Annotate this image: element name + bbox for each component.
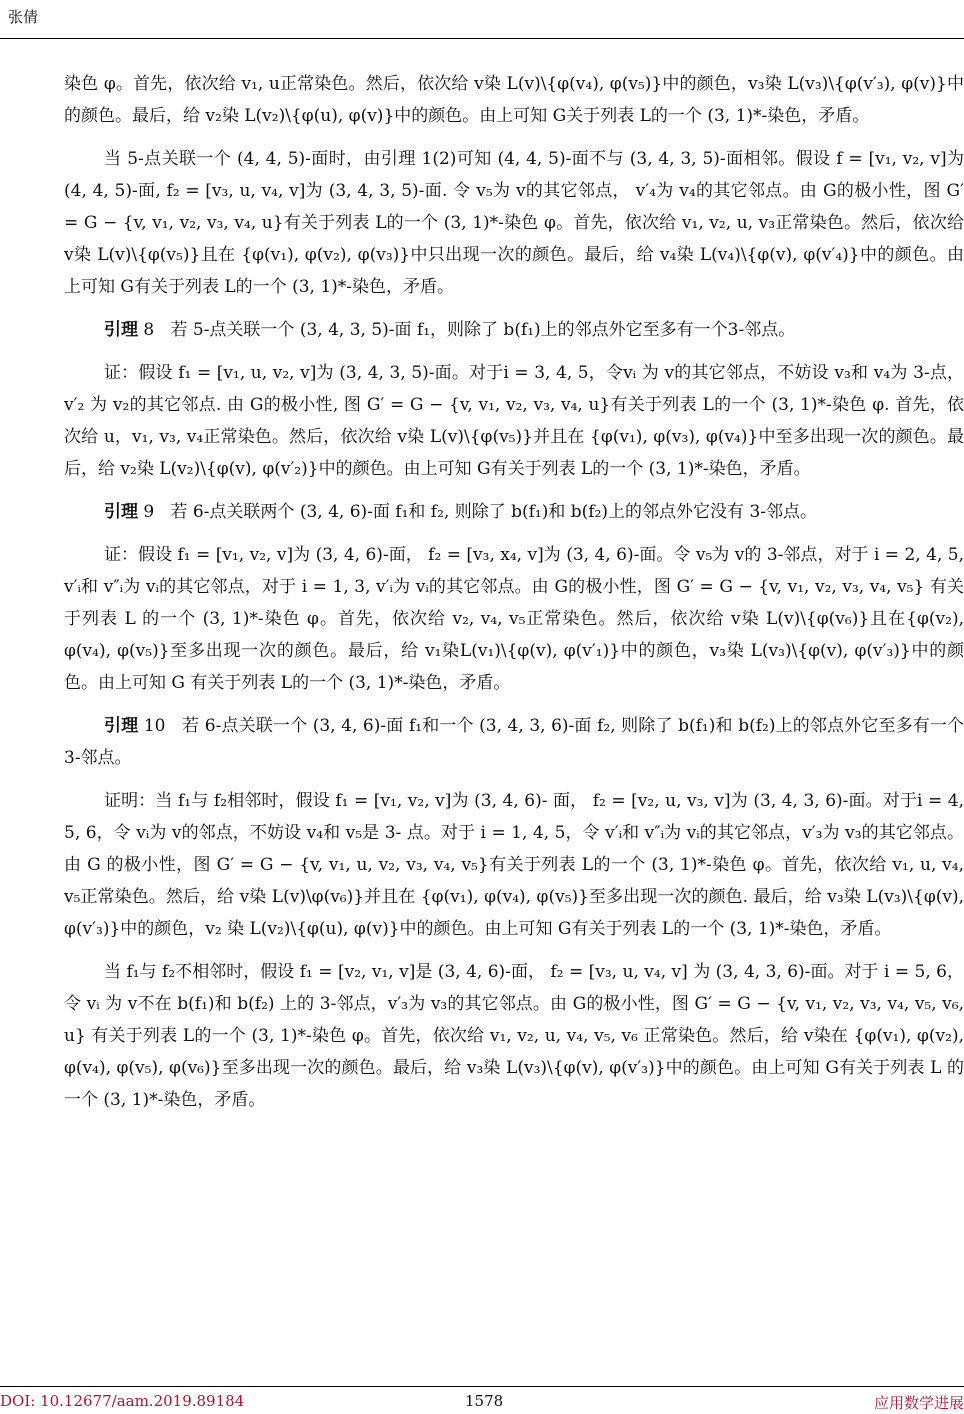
page-number: 1578 — [465, 1392, 504, 1410]
running-head-author: 张倩 — [8, 8, 39, 26]
journal-name: 应用数学进展 — [873, 1394, 964, 1412]
proof-paragraph: 当 f₁与 f₂不相邻时，假设 f₁ = [v₂, v₁, v]是 (3, 4, 6)-面， f₂ = [v₃, u, v₄, v] 为 (3, 4, 3, 6)-面。对于 i = 5, 6，令 vᵢ 为 v不在 b(f₁)和 b(f₂) 上的 3-邻点，v′₃为 v₃的其它邻点。由 G的极小性，图 G′ = G − {v, v₁, v₂, v₃, v₄, v₅, v₆, u} 有关于列表 L的一个 (3, 1)*-染色 φ。首先，依次给 v₁, v₂, u, v₄, v₅, v₆ 正常染色。然后，给 v染在 {φ(v₁), φ(v₂), φ(v₄), φ(v₅), φ(v₆)}至多出现一次的颜色。最后，给 v₃染 L(v₃)\{φ(v), φ(v′₃)}中的颜色。由上可知 G有关于列表 L 的一个 (3, 1)*-染色，矛盾。 — [64, 962, 964, 1110]
lemma-statement: 若 6-点关联两个 (3, 4, 6)-面 f₁和 f₂, 则除了 b(f₁)和 b(f₂)上的邻点外它没有 3-邻点。 — [170, 502, 817, 522]
lemma-number: 9 — [143, 502, 155, 522]
lemma-8 — [64, 314, 964, 346]
paragraph: 染色 φ。首先，依次给 v₁, u正常染色。然后，依次给 v染 L(v)\{φ(v₄), φ(v₅)}中的颜色，v₃染 L(v₃)\{φ(v′₃), φ(v)}中的颜色。最后，给 v₂染 L(v₂)\{φ(u), φ(v)}中的颜色。由上可知 G关于列表 L的一个 (3, 1)*-染色，矛盾。 — [64, 74, 964, 126]
lemma-number: 10 — [143, 716, 166, 736]
lemma-label: 引理 — [104, 716, 139, 736]
proof-paragraph: 证明：当 f₁与 f₂相邻时，假设 f₁ = [v₁, v₂, v]为 (3, 4, 6)- 面， f₂ = [v₂, u, v₃, v]为 (3, 4, 3, 6)-面。对于i = 4, 5, 6，令 vᵢ为 v的邻点，不妨设 v₄和 v₅是 3- 点。对于 i = 1, 4, 5，令 v′ᵢ和 v″ᵢ为 vᵢ的其它邻点，v′₃为 v₃的其它邻点。由 G 的极小性，图 G′ = G − {v, v₁, u, v₂, v₃, v₄, v₅}有关于列表 L的一个 (3, 1)*-染色 φ。首先，依次给 v₁, u, v₄, v₅正常染色。然后，给 v染 L(v)\φ(v₆)}并且在 {φ(v₁), φ(v₄), φ(v₅)}至多出现一次的颜色. 最后，给 v₃染 L(v₃)\{φ(v), φ(v′₃)}中的颜色，v₂ 染 L(v₂)\{φ(u), φ(v)}中的颜色。由上可知 G有关于列表 L的一个 (3, 1)*-染色，矛盾。 — [64, 791, 964, 939]
lemma-number: 8 — [143, 320, 155, 340]
page-footer — [0, 1386, 964, 1414]
paragraph: 当 5-点关联一个 (4, 4, 5)-面时，由引理 1(2)可知 (4, 4, 5)-面不与 (3, 4, 3, 5)-面相邻。假设 f = [v₁, v₂, v]为 (4, 4, 5)-面, f₂ = [v₃, u, v₄, v]为 (3, 4, 3, 5)-面. 令 v₅为 v的其它邻点， v′₄为 v₄的其它邻点。由 G的极小性，图 G′ = G − {v, v₁, v₂, v₃, v₄, u}有关于列表 L的一个 (3, 1)*-染色 φ。首先，依次给 v₁, v₂, u, v₃正常染色。然后，依次给 v染 L(v)\{φ(v₅)}且在 {φ(v₁), φ(v₂), φ(v₃)}中只出现一次的颜色。最后，给 v₄染 L(v₄)\{φ(v), φ(v′₄)}中的颜色。由上可知 G有关于列表 L的一个 (3, 1)*-染色，矛盾。 — [64, 149, 964, 297]
lemma-10 — [64, 710, 964, 774]
doi-link[interactable]: DOI: 10.12677/aam.2019.89184 — [0, 1392, 245, 1410]
lemma-9 — [64, 496, 964, 528]
lemma-statement: 若 5-点关联一个 (3, 4, 3, 5)-面 f₁，则除了 b(f₁)上的邻点外它至多有一个3-邻点。 — [170, 320, 796, 340]
body-text — [64, 68, 964, 1127]
header-rule — [0, 38, 964, 39]
lemma-label: 引理 — [104, 502, 138, 522]
page-header — [0, 0, 964, 40]
footer-rule — [0, 1386, 964, 1387]
proof-paragraph: 证：假设 f₁ = [v₁, u, v₂, v]为 (3, 4, 3, 5)-面。对于i = 3, 4, 5，令vᵢ 为 v的其它邻点，不妨设 v₃和 v₄为 3-点， v′₂ 为 v₂的其它邻点. 由 G的极小性, 图 G′ = G − {v, v₁, v₂, v₃, v₄, u}有关于列表 L的一个 (3, 1)*-染色 φ. 首先，依次给 u，v₁, v₃, v₄正常染色。然后，依次给 v染 L(v)\{φ(v₅)}并且在 {φ(v₁), φ(v₃), φ(v₄)}中至多出现一次的颜色。最后，给 v₂染 L(v₂)\{φ(v), φ(v′₂)}中的颜色。由上可知 G有关于列表 L的一个 (3, 1)*-染色，矛盾。 — [64, 363, 964, 479]
lemma-label: 引理 — [104, 320, 138, 340]
proof-paragraph: 证：假设 f₁ = [v₁, v₂, v]为 (3, 4, 6)-面， f₂ = [v₃, x₄, v]为 (3, 4, 6)-面。令 v₅为 v的 3-邻点，对于 i = 2, 4, 5, v′ᵢ和 v″ᵢ为 vᵢ的其它邻点，对于 i = 1, 3, v′ᵢ为 vᵢ的其它邻点。由 G的极小性，图 G′ = G − {v, v₁, v₂, v₃, v₄, v₅} 有关于列表 L 的一个 (3, 1)*-染色 φ。首先，依次给 v₂, v₄, v₅正常染色。然后，依次给 v染 L(v)\{φ(v₆)}且在{φ(v₂), φ(v₄), φ(v₅)}至多出现一次的颜色。最后，给 v₁染L(v₁)\{φ(v), φ(v′₁)}中的颜色，v₃染 L(v₃)\{φ(v), φ(v′₃)}中的颜色。由上可知 G 有关于列表 L的一个 (3, 1)*-染色，矛盾。 — [64, 545, 964, 693]
lemma-statement: 若 6-点关联一个 (3, 4, 6)-面 f₁和一个 (3, 4, 3, 6)-面 f₂, 则除了 b(f₁)和 b(f₂)上的邻点外它至多有一个 3-邻点。 — [64, 716, 964, 768]
